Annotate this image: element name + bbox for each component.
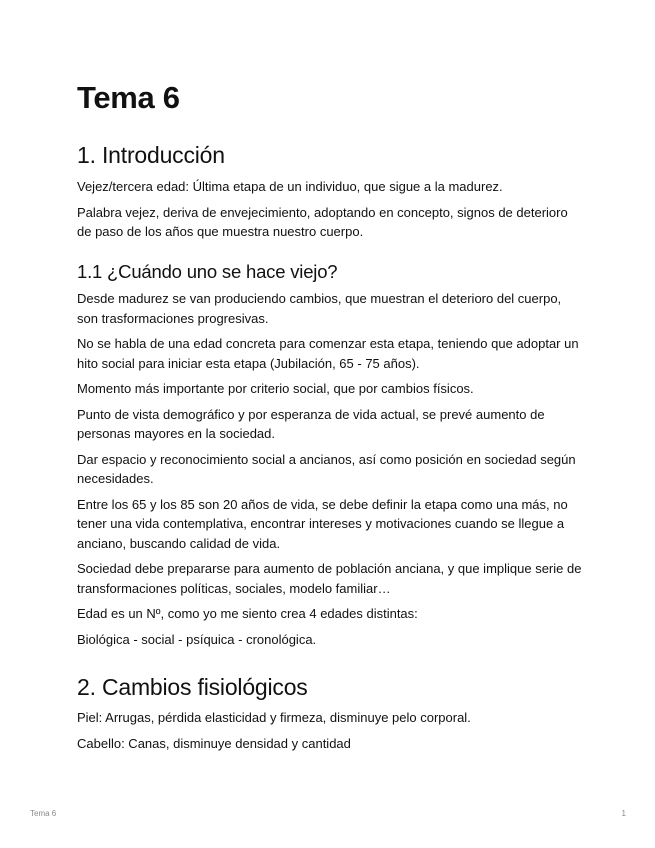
footer-page-number: 1: [621, 809, 626, 818]
paragraph: Sociedad debe prepararse para aumento de población anciana, y que implique serie de transformaciones políticas, sociales, modelo familiar…: [77, 561, 582, 596]
paragraph: Punto de vista demográfico y por esperanza de vida actual, se prevé aumento de personas mayores en la sociedad.: [77, 406, 545, 441]
paragraph: Piel: Arrugas, pérdida elasticidad y firmeza, disminuye pelo corporal.: [77, 710, 471, 725]
section-body-introduccion: [77, 177, 582, 248]
section-body-cambios-fisiologicos: [77, 708, 582, 759]
paragraph: Biológica - social - psíquica - cronológica.: [77, 631, 317, 647]
page-title: Tema 6: [77, 80, 180, 115]
paragraph: Momento más importante por criterio social, que por cambios físicos.: [77, 381, 474, 396]
paragraph: Dar espacio y reconocimiento social a ancianos, así como posición en sociedad según necesidades.: [77, 451, 576, 486]
paragraph: Cabello: Canas, disminuye densidad y cantidad: [77, 735, 351, 751]
section-heading-cambios-fisiologicos: 2. Cambios fisiológicos: [77, 674, 308, 700]
paragraph: No se habla de una edad concreta para comenzar esta etapa, teniendo que adoptar un hito social para iniciar esta etapa (Jubilación, 65 - 75 años).: [77, 336, 579, 371]
paragraph: Desde madurez se van produciendo cambios, que muestran el deterioro del cuerpo, son trasformaciones progresivas.: [77, 291, 562, 326]
paragraph: Vejez/tercera edad: Última etapa de un individuo, que sigue a la madurez.: [77, 179, 503, 194]
footer-document-title: Tema 6: [30, 809, 57, 818]
paragraph: Entre los 65 y los 85 son 20 años de vida, se debe definir la etapa como una más, no tener una vida contemplativa, encontrar intereses y motivaciones cuando se llegue a anciano, buscando calidad de vida.: [77, 496, 568, 551]
paragraph: Palabra vejez, deriva de envejecimiento, adoptando en concepto, signos de deterioro de paso de los años que muestra nuestro cuerpo.: [77, 204, 568, 239]
subsection-body-cuando-viejo: [77, 289, 582, 655]
section-heading-introduccion: 1. Introducción: [77, 142, 225, 168]
paragraph: Edad es un Nº, como yo me siento crea 4 edades distintas:: [77, 606, 418, 621]
subsection-heading-cuando-viejo: 1.1 ¿Cuándo uno se hace viejo?: [77, 261, 338, 282]
